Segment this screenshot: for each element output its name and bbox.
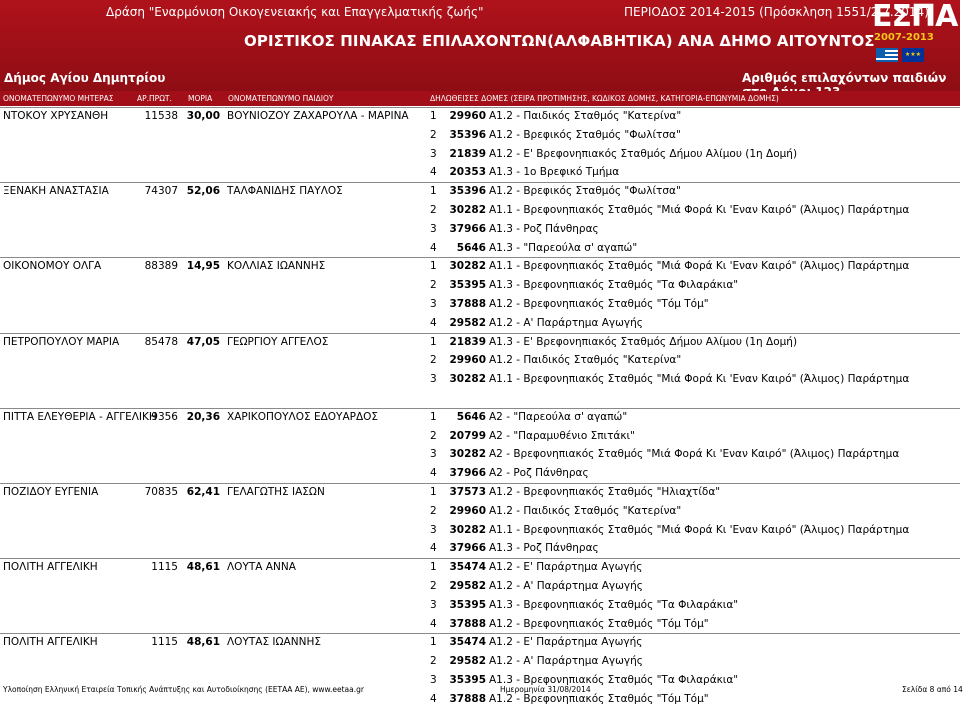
structure-code: 21839 (449, 335, 486, 348)
structure-desc: Α1.2 - Ε' Παράρτημα Αγωγής (489, 636, 643, 649)
structure-desc: Α1.3 - Βρεφονηπιακός Σταθμός "Τα Φιλαράκια" (489, 279, 739, 292)
pref-order: 3 (430, 222, 437, 235)
structure-code: 35396 (449, 128, 486, 141)
points: 20,36 (186, 410, 220, 423)
row-divider (0, 483, 960, 484)
child-name: ΓΕΩΡΓΙΟΥ ΑΓΓΕΛΟΣ (227, 335, 329, 348)
structure-desc: Α1.2 - Α' Παράρτημα Αγωγής (489, 580, 643, 592)
mother-name: ΠΟΛΙΤΗ ΑΓΓΕΛΙΚΗ (3, 561, 98, 574)
pref-order: 1 (430, 486, 437, 498)
pref-order: 4 (430, 692, 437, 705)
child-name: ΛΟΥΤΑΣ ΙΩΑΝΝΗΣ (227, 636, 321, 649)
structure-desc: Α2 - Ροζ Πάνθηρας (489, 467, 589, 480)
protocol-number: 1115 (151, 561, 178, 574)
structure-code: 30282 (449, 448, 486, 461)
protocol-number: 88389 (144, 260, 178, 273)
pref-order: 2 (430, 204, 437, 216)
structure-desc: Α1.3 - Βρεφονηπιακός Σταθμός "Τα Φιλαράκια" (489, 598, 739, 611)
row-divider (0, 333, 960, 334)
logo-text: ΕΣΠΑ (872, 0, 958, 34)
structure-desc: Α1.3 - Ροζ Πάνθηρας (489, 222, 599, 235)
structure-code: 35474 (449, 636, 486, 649)
pref-order: 2 (430, 354, 437, 367)
col-protocol: ΑΡ.ΠΡΩΤ. (137, 94, 172, 103)
points: 14,95 (186, 260, 220, 273)
col-child: ΟΝΟΜΑΤΕΠΩΝΥΜΟ ΠΑΙΔΙΟΥ (228, 94, 334, 103)
pref-order: 2 (430, 429, 437, 442)
mother-name: ΝΤΟΚΟΥ ΧΡΥΣΑΝΘΗ (3, 110, 109, 122)
structure-code: 35474 (449, 561, 486, 574)
row-divider (0, 107, 960, 108)
row-divider (0, 633, 960, 634)
protocol-number: 9356 (151, 410, 178, 423)
table-header (0, 91, 960, 106)
structure-desc: Α1.3 - "Παρεούλα σ' αγαπώ" (489, 241, 638, 254)
pref-order: 1 (430, 335, 437, 348)
structure-desc: Α1.2 - Παιδικός Σταθμός "Κατερίνα" (489, 110, 682, 122)
structure-code: 20799 (449, 429, 486, 442)
structure-desc: Α1.2 - Α' Παράρτημα Αγωγής (489, 655, 643, 668)
structure-code: 29582 (449, 655, 486, 668)
points: 47,05 (186, 335, 220, 348)
children-count: Αριθμός επιλαχόντων παιδιών (742, 71, 947, 85)
pref-order: 1 (430, 110, 437, 122)
structure-code: 29582 (449, 316, 486, 329)
structure-desc: Α1.2 - Ε' Βρεφονηπιακός Σταθμός Δήμου Αλίμου (1η Δομή) (489, 147, 798, 160)
col-mother: ΟΝΟΜΑΤΕΠΩΝΥΜΟ ΜΗΤΕΡΑΣ (3, 94, 114, 103)
structure-code: 29960 (449, 504, 486, 517)
structure-desc: Α2 - Βρεφονηπιακός Σταθμός "Μιά Φορά Κι 'Εναν Καιρό" (Άλιμος) Παράρτημα (489, 448, 900, 461)
structure-desc: Α1.3 - 1ο Βρεφικό Τμήμα (489, 166, 620, 179)
structure-code: 20353 (449, 166, 486, 179)
pref-order: 4 (430, 467, 437, 480)
structure-desc: Α1.3 - Ροζ Πάνθηρας (489, 542, 599, 555)
structure-code: 37966 (449, 542, 486, 555)
mother-name: ΞΕΝΑΚΗ ΑΝΑΣΤΑΣΙΑ (3, 185, 109, 198)
child-name: ΛΟΥΤΑ ΑΝΝΑ (227, 561, 296, 574)
page-title: ΟΡΙΣΤΙΚΟΣ ΠΙΝΑΚΑΣ ΕΠΙΛΑΧΟΝΤΩΝ(ΑΛΦΑΒΗΤΙΚΑ) ΑΝΑ ΔΗΜΟ ΑΙΤΟΥΝΤΟΣ (244, 32, 875, 50)
protocol-number: 70835 (144, 486, 178, 498)
structure-desc: Α1.2 - Βρεφονηπιακός Σταθμός "Τόμ Τόμ" (489, 617, 709, 630)
pref-order: 3 (430, 147, 437, 160)
pref-order: 2 (430, 504, 437, 517)
pref-order: 3 (430, 523, 437, 536)
pref-order: 1 (430, 185, 437, 198)
mother-name: ΠΕΤΡΟΠΟΥΛΟΥ ΜΑΡΙΑ (3, 335, 120, 348)
greek-flag-icon (876, 48, 898, 62)
structure-code: 37888 (449, 298, 486, 310)
subheader (0, 68, 960, 87)
points: 48,61 (186, 561, 220, 574)
structure-desc: Α2 - "Παρεούλα σ' αγαπώ" (489, 410, 628, 423)
structure-code: 30282 (449, 373, 486, 386)
structure-desc: Α1.2 - Α' Παράρτημα Αγωγής (489, 316, 643, 329)
points: 62,41 (186, 486, 220, 498)
action-title: Δράση "Εναρμόνιση Οικογενειακής και Επαγγελματικής ζωής" (106, 5, 484, 19)
pref-order: 4 (430, 166, 437, 179)
protocol-number: 1115 (151, 636, 178, 649)
logo-years: 2007-2013 (874, 32, 934, 43)
footer-date: Ημερομηνία 31/08/2014 (500, 685, 591, 694)
municipality-name: Δήμος Αγίου Δημητρίου (4, 71, 166, 85)
points: 30,00 (186, 110, 220, 122)
pref-order: 4 (430, 316, 437, 329)
structure-desc: Α1.2 - Βρεφικός Σταθμός "Φωλίτσα" (489, 128, 681, 141)
pref-order: 1 (430, 636, 437, 649)
structure-code: 5646 (456, 410, 486, 423)
pref-order: 1 (430, 260, 437, 273)
structure-desc: Α1.1 - Βρεφονηπιακός Σταθμός "Μιά Φορά Κι 'Εναν Καιρό" (Άλιμος) Παράρτημα (489, 204, 910, 216)
col-structures: ΔΗΛΩΘΕΙΣΕΣ ΔΟΜΕΣ (ΣΕΙΡΑ ΠΡΟΤΙΜΗΣΗΣ, ΚΩΔΙΚΟΣ ΔΟΜΗΣ, ΚΑΤΗΓΟΡΙΑ-ΕΠΩΝΥΜΙΑ ΔΟΜΗΣ) (430, 94, 779, 103)
pref-order: 3 (430, 373, 437, 386)
structure-code: 35395 (449, 279, 486, 292)
structure-code: 37573 (449, 486, 486, 498)
pref-order: 3 (430, 448, 437, 461)
period-label: ΠΕΡΙΟΔΟΣ 2014-2015 (Πρόσκληση 1551/2.7.2014) (624, 5, 929, 19)
structure-code: 29960 (449, 354, 486, 367)
child-name: ΒΟΥΝΙΟΖΟΥ ΖΑΧΑΡΟΥΛΑ - ΜΑΡΙΝΑ (227, 110, 409, 122)
structure-desc: Α1.3 - Ε' Βρεφονηπιακός Σταθμός Δήμου Αλίμου (1η Δομή) (489, 335, 798, 348)
points: 52,06 (186, 185, 220, 198)
footer-page: Σελίδα 8 από 14 (902, 685, 963, 694)
structure-desc: Α1.2 - Ε' Παράρτημα Αγωγής (489, 561, 643, 574)
mother-name: ΠΟΛΙΤΗ ΑΓΓΕΛΙΚΗ (3, 636, 98, 649)
structure-desc: Α1.2 - Παιδικός Σταθμός "Κατερίνα" (489, 504, 682, 517)
structure-desc: Α1.2 - Βρεφονηπιακός Σταθμός "Τόμ Τόμ" (489, 298, 709, 310)
pref-order: 4 (430, 542, 437, 555)
structure-code: 21839 (449, 147, 486, 160)
pref-order: 2 (430, 655, 437, 668)
structure-code: 35395 (449, 598, 486, 611)
pref-order: 2 (430, 580, 437, 592)
child-name: ΓΕΛΑΓΩΤΗΣ ΙΑΣΩΝ (227, 486, 325, 498)
protocol-number: 74307 (144, 185, 178, 198)
structure-desc: Α1.2 - Βρεφονηπιακός Σταθμός "Τόμ Τόμ" (489, 692, 709, 705)
row-divider (0, 408, 960, 409)
pref-order: 1 (430, 410, 437, 423)
pref-order: 2 (430, 279, 437, 292)
footer-org: Υλοποίηση Ελληνική Εταιρεία Τοπικής Ανάπτυξης και Αυτοδιοίκησης (ΕΕΤΑΑ ΑΕ), www.eetaa.gr (3, 685, 364, 694)
structure-code: 29582 (449, 580, 486, 592)
pref-order: 3 (430, 298, 437, 310)
structure-code: 30282 (449, 523, 486, 536)
pref-order: 4 (430, 617, 437, 630)
protocol-number: 11538 (144, 110, 178, 122)
pref-order: 1 (430, 561, 437, 574)
structure-code: 30282 (449, 260, 486, 273)
structure-desc: Α1.3 - Βρεφονηπιακός Σταθμός "Τα Φιλαράκια" (489, 674, 739, 686)
pref-order: 4 (430, 241, 437, 254)
child-name: ΤΑΛΦΑΝΙΔΗΣ ΠΑΥΛΟΣ (227, 185, 343, 198)
structure-desc: Α2 - "Παραμυθένιο Σπιτάκι" (489, 429, 635, 442)
col-points: ΜΟΡΙΑ (188, 94, 213, 103)
protocol-number: 85478 (144, 335, 178, 348)
mother-name: ΠΙΤΤΑ ΕΛΕΥΘΕΡΙΑ - ΑΓΓΕΛΙΚΗ (3, 410, 157, 423)
row-divider (0, 182, 960, 183)
structure-code: 5646 (456, 241, 486, 254)
pref-order: 3 (430, 674, 437, 686)
structure-desc: Α1.2 - Παιδικός Σταθμός "Κατερίνα" (489, 354, 682, 367)
structure-code: 37966 (449, 222, 486, 235)
structure-desc: Α1.2 - Βρεφονηπιακός Σταθμός "Ηλιαχτίδα" (489, 486, 721, 498)
pref-order: 3 (430, 598, 437, 611)
structure-desc: Α1.1 - Βρεφονηπιακός Σταθμός "Μιά Φορά Κι 'Εναν Καιρό" (Άλιμος) Παράρτημα (489, 260, 910, 273)
structure-code: 30282 (449, 204, 486, 216)
structure-code: 37888 (449, 617, 486, 630)
points: 48,61 (186, 636, 220, 649)
structure-code: 35395 (449, 674, 486, 686)
mother-name: ΟΙΚΟΝΟΜΟΥ ΟΛΓΑ (3, 260, 102, 273)
structure-code: 37966 (449, 467, 486, 480)
row-divider (0, 257, 960, 258)
row-divider (0, 558, 960, 559)
structure-desc: Α1.1 - Βρεφονηπιακός Σταθμός "Μιά Φορά Κι 'Εναν Καιρό" (Άλιμος) Παράρτημα (489, 523, 910, 536)
child-name: ΧΑΡΙΚΟΠΟΥΛΟΣ ΕΔΟΥΑΡΔΟΣ (227, 410, 379, 423)
child-name: ΚΟΛΛΙΑΣ ΙΩΑΝΝΗΣ (227, 260, 326, 273)
document-header (0, 0, 960, 91)
structure-code: 35396 (449, 185, 486, 198)
eu-flag-icon: ★★★ (902, 48, 924, 62)
pref-order: 2 (430, 128, 437, 141)
structure-code: 29960 (449, 110, 486, 122)
structure-desc: Α1.2 - Βρεφικός Σταθμός "Φωλίτσα" (489, 185, 681, 198)
footer (0, 685, 963, 697)
mother-name: ΠΟΖΙΔΟΥ ΕΥΓΕΝΙΑ (3, 486, 99, 498)
structure-desc: Α1.1 - Βρεφονηπιακός Σταθμός "Μιά Φορά Κι 'Εναν Καιρό" (Άλιμος) Παράρτημα (489, 373, 910, 386)
structure-code: 37888 (449, 692, 486, 705)
espa-logo (872, 2, 956, 64)
flags (876, 48, 954, 62)
